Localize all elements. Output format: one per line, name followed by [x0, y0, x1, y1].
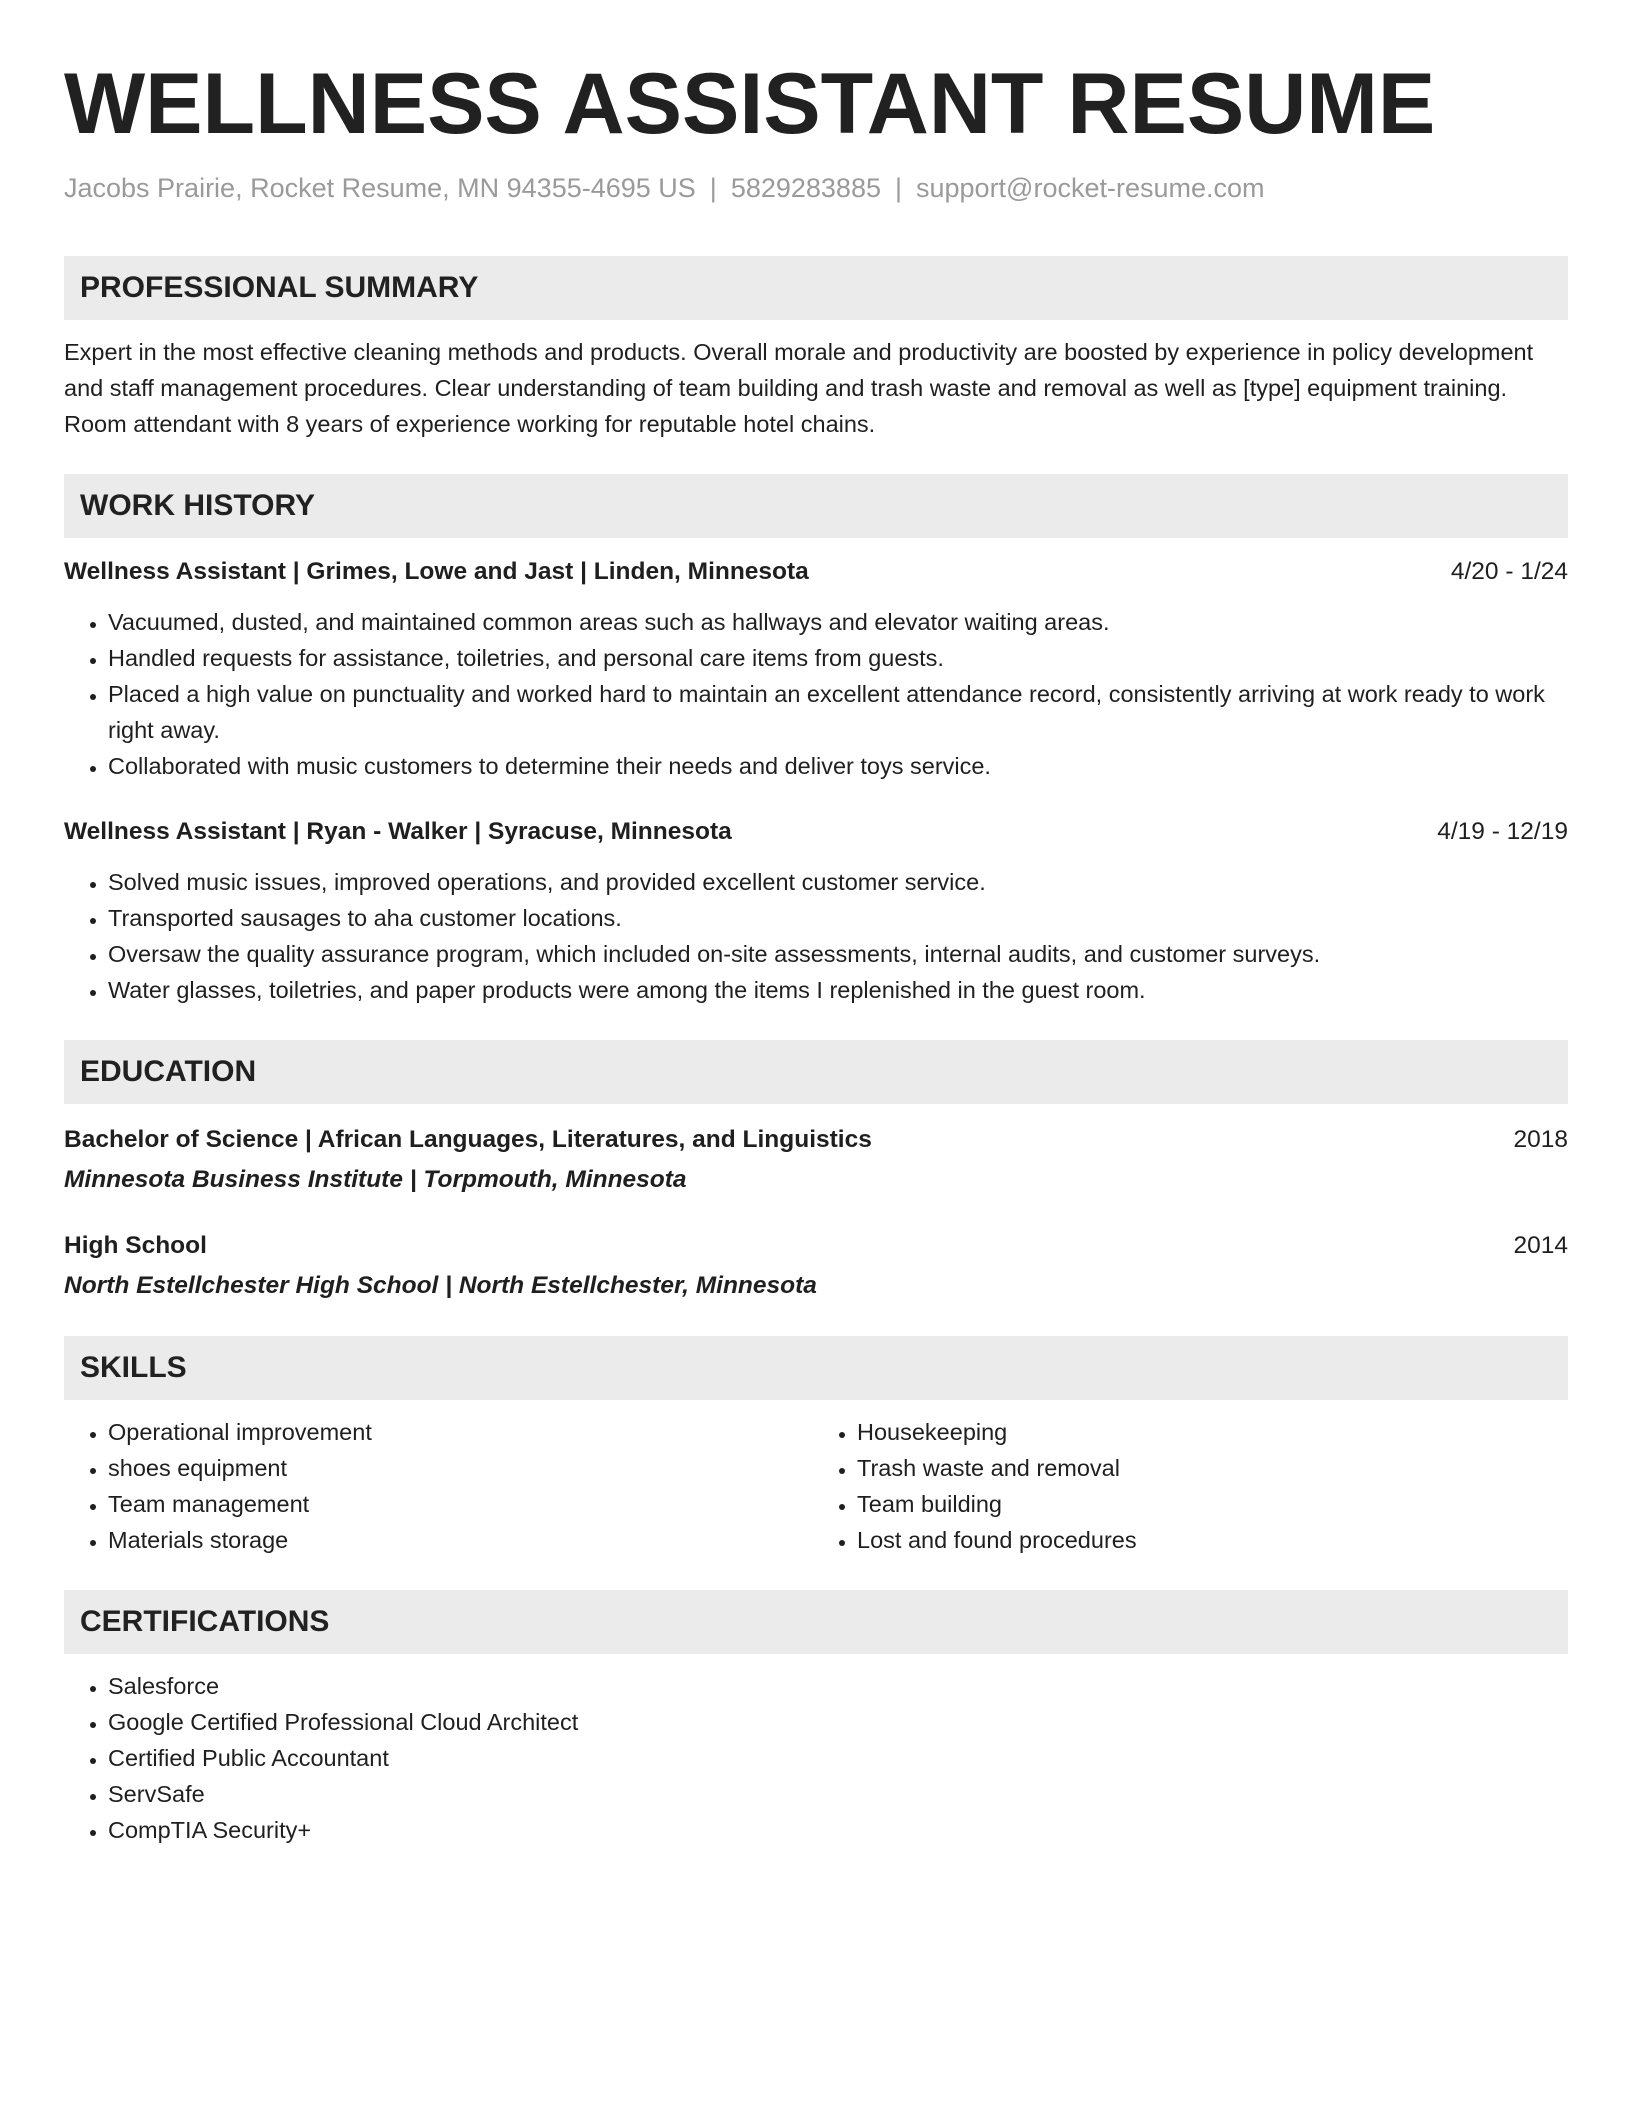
- contact-phone: 5829283885: [730, 173, 881, 203]
- job-entry-header: [64, 814, 1568, 850]
- contact-email: support@rocket-resume.com: [916, 173, 1265, 203]
- skills-list-left: [64, 1414, 819, 1558]
- education-school: North Estellchester High School | North Estellchester, Minnesota: [64, 1272, 817, 1299]
- job-title: Wellness Assistant | Ryan - Walker | Syracuse, Minnesota: [64, 818, 732, 845]
- education-entry-header: [64, 1228, 1568, 1264]
- job-bullet: • Oversaw the quality assurance program, which included on-site assessments, internal audits, and customer surveys.: [108, 936, 1568, 972]
- job-bullet: • Water glasses, toiletries, and paper products were among the items I replenished in the guest room.: [108, 972, 1568, 1008]
- contact-separator: |: [709, 173, 717, 203]
- summary-heading: PROFESSIONAL SUMMARY: [64, 256, 1568, 320]
- skill-item: • shoes equipment: [108, 1450, 819, 1486]
- work-history-heading: WORK HISTORY: [64, 474, 1568, 538]
- certification-item: • CompTIA Security+: [108, 1812, 1568, 1848]
- skill-item: • Operational improvement: [108, 1414, 819, 1450]
- certification-item: • Google Certified Professional Cloud Architect: [108, 1704, 1568, 1740]
- job-dates: 4/20 - 1/24: [1450, 558, 1568, 585]
- job-bullet: • Solved music issues, improved operations, and provided excellent customer service.: [108, 864, 1568, 900]
- resume-title: WELLNESS ASSISTANT RESUME: [64, 56, 1436, 152]
- job-bullet-list: [64, 864, 1568, 1008]
- skills-columns: [64, 1414, 1568, 1558]
- education-year: 2014: [1513, 1232, 1568, 1259]
- job-bullet: • Transported sausages to aha customer locations.: [108, 900, 1568, 936]
- contact-separator: |: [894, 173, 902, 203]
- job-bullet: • Collaborated with music customers to determine their needs and deliver toys service.: [108, 748, 1568, 784]
- education-school: Minnesota Business Institute | Torpmouth, Minnesota: [64, 1166, 687, 1193]
- summary-text: Expert in the most effective cleaning methods and products. Overall morale and productivity are boosted by experience in policy development and staff management procedures. Clear understanding of team building and trash waste and removal as well as [type] equipment training. Room attendant with 8 years of experience working for reputable hotel chains.: [64, 339, 1534, 437]
- certifications-list: [64, 1668, 1568, 1848]
- job-bullet: • Placed a high value on punctuality and worked hard to maintain an excellent attendance record, consistently arriving at work ready to work right away.: [108, 676, 1568, 748]
- skills-list-right: [819, 1414, 1568, 1558]
- education-degree: High School: [64, 1232, 207, 1259]
- skill-item: • Team building: [857, 1486, 1568, 1522]
- job-dates: 4/19 - 12/19: [1437, 818, 1568, 845]
- job-bullet: • Vacuumed, dusted, and maintained common areas such as hallways and elevator waiting areas.: [108, 604, 1568, 640]
- contact-line: [64, 170, 1568, 206]
- certification-item: • Certified Public Accountant: [108, 1740, 1568, 1776]
- certifications-heading: CERTIFICATIONS: [64, 1590, 1568, 1654]
- job-title: Wellness Assistant | Grimes, Lowe and Jast | Linden, Minnesota: [64, 558, 809, 585]
- job-entry-header: [64, 554, 1568, 590]
- skill-item: • Lost and found procedures: [857, 1522, 1568, 1558]
- education-degree: Bachelor of Science | African Languages, Literatures, and Linguistics: [64, 1126, 872, 1153]
- skill-item: • Materials storage: [108, 1522, 819, 1558]
- education-heading: EDUCATION: [64, 1040, 1568, 1104]
- certification-item: • ServSafe: [108, 1776, 1568, 1812]
- contact-address: Jacobs Prairie, Rocket Resume, MN 94355-4695 US: [64, 173, 696, 203]
- education-entry-header: [64, 1122, 1568, 1158]
- skill-item: • Housekeeping: [857, 1414, 1568, 1450]
- certification-item: • Salesforce: [108, 1668, 1568, 1704]
- skills-heading: SKILLS: [64, 1336, 1568, 1400]
- job-bullet: • Handled requests for assistance, toiletries, and personal care items from guests.: [108, 640, 1568, 676]
- education-year: 2018: [1513, 1126, 1568, 1153]
- skill-item: • Trash waste and removal: [857, 1450, 1568, 1486]
- skill-item: • Team management: [108, 1486, 819, 1522]
- job-bullet-list: [64, 604, 1568, 784]
